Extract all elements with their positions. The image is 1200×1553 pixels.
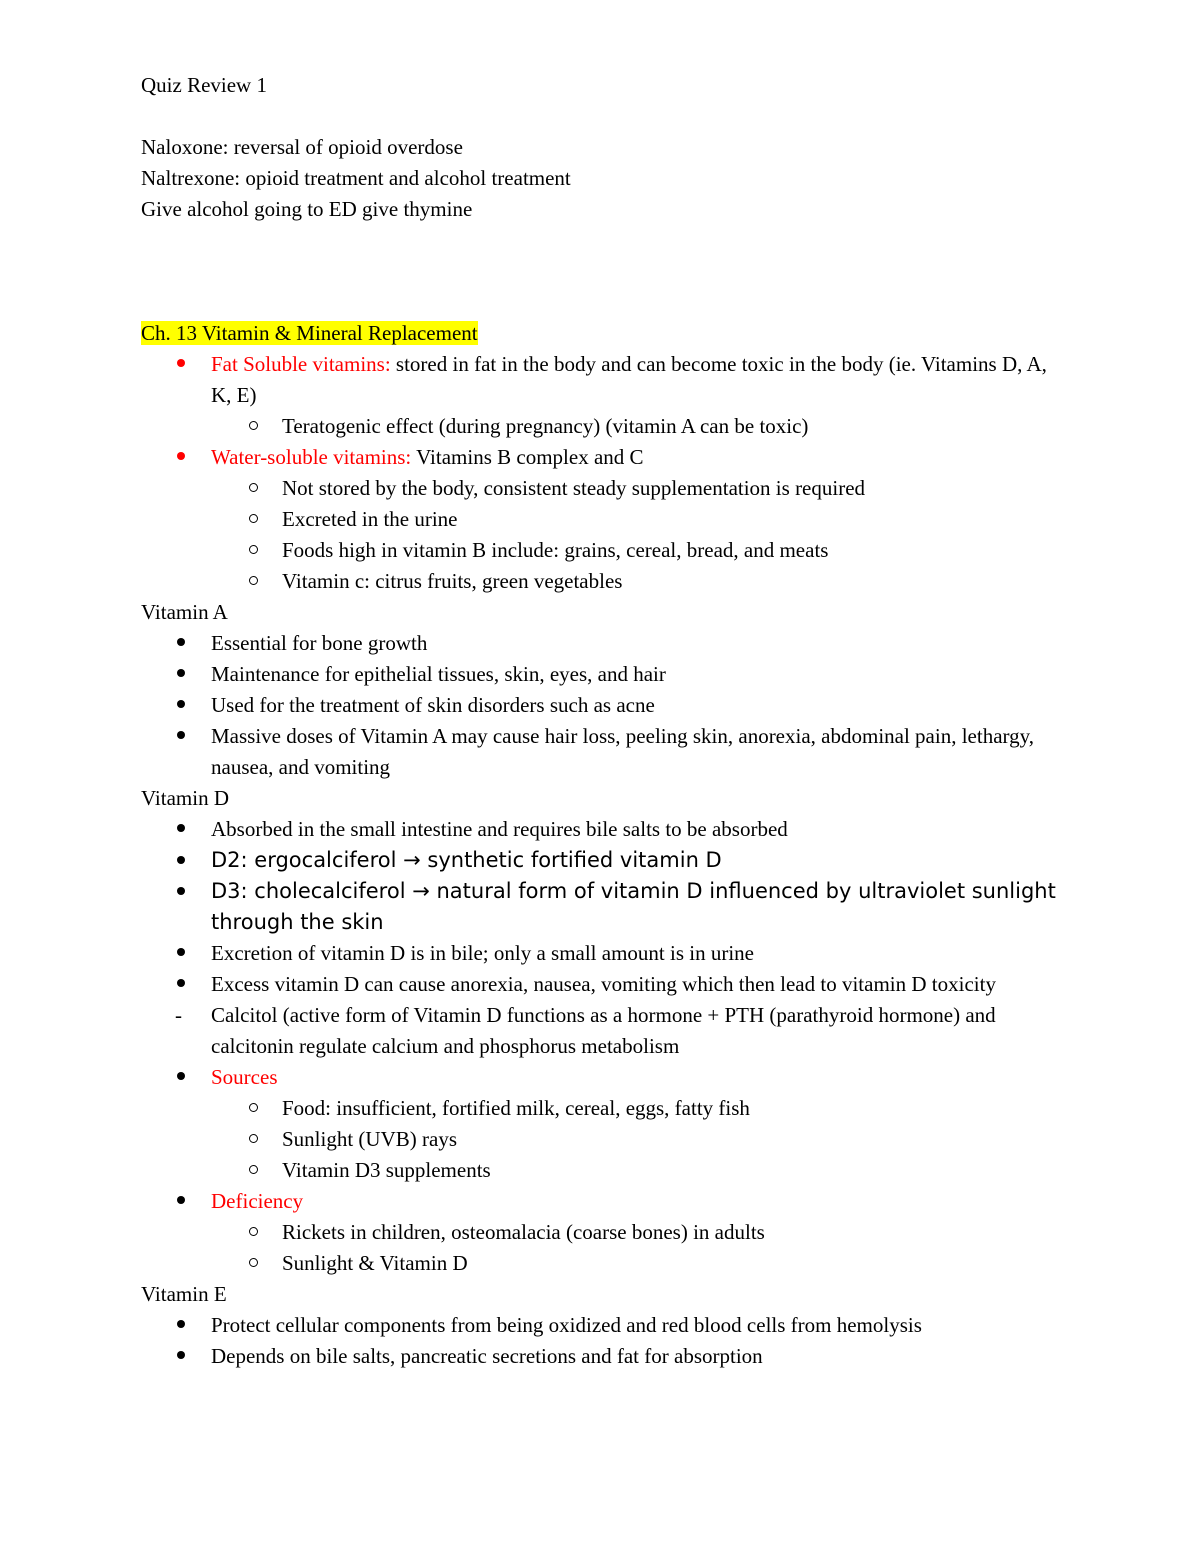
section-heading-vitamin-a: Vitamin A <box>141 600 228 624</box>
bullet-icon <box>177 1062 185 1093</box>
spacer <box>141 101 1071 132</box>
red-bullet-icon <box>177 349 185 380</box>
list-item-sources <box>141 1062 1071 1093</box>
subitem-text: Vitamin D3 supplements <box>282 1158 491 1182</box>
item-text: Essential for bone growth <box>211 631 428 655</box>
chapter-heading <box>141 318 1071 349</box>
circle-bullet-icon <box>249 411 258 442</box>
list-item <box>141 1310 1071 1341</box>
list-subitem <box>141 504 1071 535</box>
chapter-list <box>141 349 1071 597</box>
circle-bullet-icon <box>249 566 258 597</box>
subitem-text: Rickets in children, osteomalacia (coarse bones) in adults <box>282 1220 765 1244</box>
list-subitem <box>141 1248 1071 1279</box>
subitem-text: Not stored by the body, consistent steady supplementation is required <box>282 476 866 500</box>
list-item-fat-soluble <box>141 349 1071 411</box>
circle-bullet-icon <box>249 1093 258 1124</box>
item-text: Massive doses of Vitamin A may cause hair loss, peeling skin, anorexia, abdominal pain, lethargy, nausea, and vomiting <box>211 724 1035 779</box>
circle-bullet-icon <box>249 473 258 504</box>
bullet-icon <box>177 721 185 752</box>
list-subitem <box>141 1155 1071 1186</box>
item-text: Used for the treatment of skin disorders such as acne <box>211 693 655 717</box>
item-text: Excess vitamin D can cause anorexia, nausea, vomiting which then lead to vitamin D toxicity <box>211 972 996 996</box>
vitamin-d-list <box>141 814 1071 1279</box>
item-text: Excretion of vitamin D is in bile; only a small amount is in urine <box>211 941 754 965</box>
vitamin-e-list <box>141 1310 1071 1372</box>
section-heading-vitamin-d: Vitamin D <box>141 786 229 810</box>
doc-title: Quiz Review 1 <box>141 73 267 97</box>
circle-bullet-icon <box>249 504 258 535</box>
bullet-icon <box>177 938 185 969</box>
sources-label: Sources <box>211 1065 278 1089</box>
subitem-text: Teratogenic effect (during pregnancy) (vitamin A can be toxic) <box>282 414 809 438</box>
list-item-water-soluble <box>141 442 1071 473</box>
water-soluble-label: Water-soluble vitamins: <box>211 445 412 469</box>
section-heading-vitamin-e: Vitamin E <box>141 1282 227 1306</box>
item-text: Absorbed in the small intestine and requires bile salts to be absorbed <box>211 817 788 841</box>
list-item <box>141 814 1071 845</box>
list-item <box>141 659 1071 690</box>
list-item <box>141 721 1071 783</box>
bullet-icon <box>177 1186 185 1217</box>
bullet-icon <box>177 1341 185 1372</box>
bullet-icon <box>177 814 185 845</box>
intro-line: Naltrexone: opioid treatment and alcohol treatment <box>141 166 571 190</box>
circle-bullet-icon <box>249 535 258 566</box>
list-item-d3 <box>141 876 1071 938</box>
subitem-text: Vitamin c: citrus fruits, green vegetables <box>282 569 623 593</box>
item-text: Depends on bile salts, pancreatic secretions and fat for absorption <box>211 1344 763 1368</box>
subitem-text: Sunlight (UVB) rays <box>282 1127 457 1151</box>
list-subitem <box>141 1124 1071 1155</box>
intro-line: Give alcohol going to ED give thymine <box>141 197 473 221</box>
highlighted-heading: Ch. 13 Vitamin & Mineral Replacement <box>141 321 478 345</box>
item-text: Protect cellular components from being oxidized and red blood cells from hemolysis <box>211 1313 922 1337</box>
spacer <box>141 225 1071 318</box>
item-text: Calcitol (active form of Vitamin D functions as a hormone + PTH (parathyroid hormone) and calcitonin regulate calcium and phosphorus metabolism <box>211 1003 996 1058</box>
red-bullet-icon <box>177 442 185 473</box>
fat-soluble-label: Fat Soluble vitamins: <box>211 352 391 376</box>
subitem-text: Excreted in the urine <box>282 507 458 531</box>
circle-bullet-icon <box>249 1124 258 1155</box>
list-subitem <box>141 473 1071 504</box>
intro-line: Naloxone: reversal of opioid overdose <box>141 135 463 159</box>
subitem-text: Sunlight & Vitamin D <box>282 1251 468 1275</box>
list-subitem <box>141 1217 1071 1248</box>
bullet-icon <box>177 1310 185 1341</box>
circle-bullet-icon <box>249 1217 258 1248</box>
subitem-text: Food: insufficient, fortified milk, cereal, eggs, fatty fish <box>282 1096 750 1120</box>
item-text: D2: ergocalciferol → synthetic fortified vitamin D <box>211 848 722 872</box>
document-page <box>141 70 1071 1372</box>
list-subitem <box>141 1093 1071 1124</box>
list-subitem <box>141 566 1071 597</box>
list-item-deficiency <box>141 1186 1071 1217</box>
bullet-icon <box>177 969 185 1000</box>
item-text: Maintenance for epithelial tissues, skin, eyes, and hair <box>211 662 666 686</box>
list-item-calcitol <box>141 1000 1071 1062</box>
circle-bullet-icon <box>249 1248 258 1279</box>
dash-bullet-icon: - <box>175 1003 182 1027</box>
bullet-icon <box>177 659 185 690</box>
list-item-d2 <box>141 845 1071 876</box>
list-item <box>141 690 1071 721</box>
subitem-text: Foods high in vitamin B include: grains, cereal, bread, and meats <box>282 538 829 562</box>
bullet-icon <box>177 690 185 721</box>
list-item <box>141 969 1071 1000</box>
bullet-icon <box>177 876 185 907</box>
list-item <box>141 1341 1071 1372</box>
vitamin-a-list <box>141 628 1071 783</box>
item-text: D3: cholecalciferol → natural form of vitamin D influenced by ultraviolet sunlight through the skin <box>211 879 1056 934</box>
list-item <box>141 628 1071 659</box>
bullet-icon <box>177 628 185 659</box>
bullet-icon <box>177 845 185 876</box>
deficiency-label: Deficiency <box>211 1189 304 1213</box>
list-subitem <box>141 411 1071 442</box>
list-item <box>141 938 1071 969</box>
fat-soluble-text: stored in fat in the body and can become toxic in the body (ie. Vitamins D, A, K, E) <box>211 352 1047 407</box>
list-subitem <box>141 535 1071 566</box>
circle-bullet-icon <box>249 1155 258 1186</box>
water-soluble-text: Vitamins B complex and C <box>411 445 644 469</box>
